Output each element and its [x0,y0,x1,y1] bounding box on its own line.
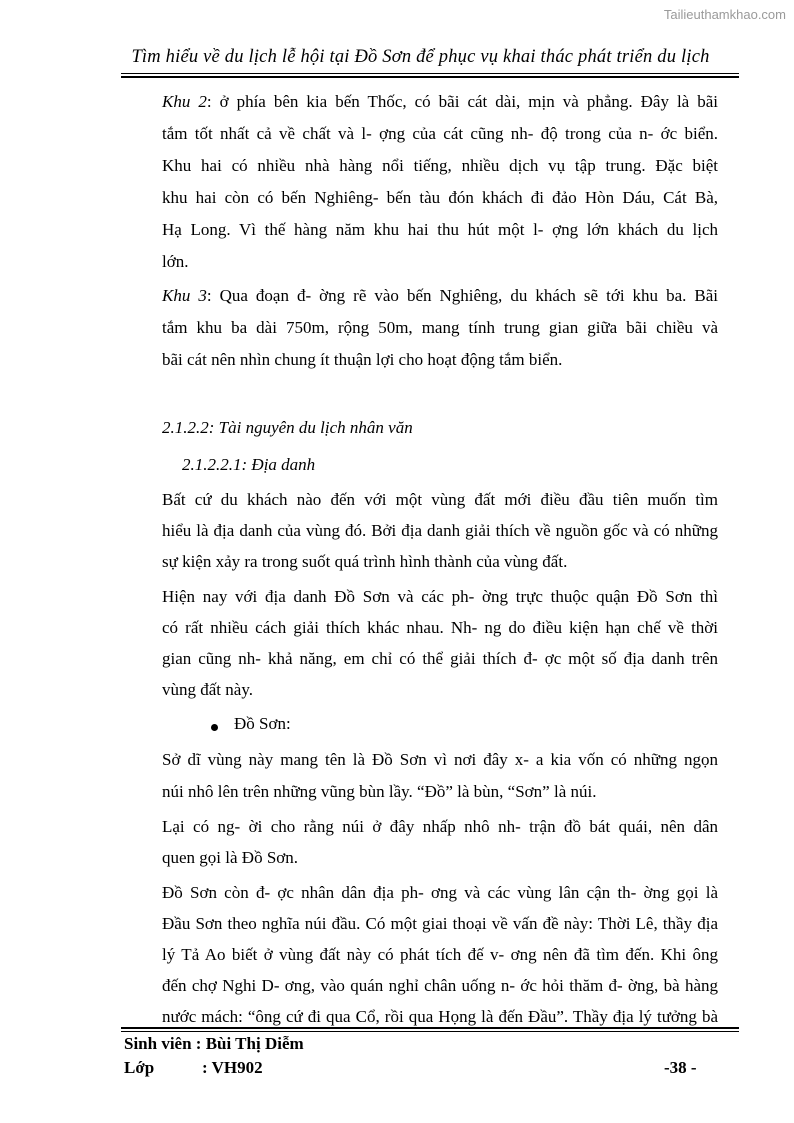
p2-line-4: vùng đất này. [162,680,253,699]
p2-line-1: Hiện nay với địa danh Đồ Sơn và các ph- ờng trực thuộc quận Đồ Sơn thì [162,587,718,606]
footer-class-value: : VH902 [202,1058,263,1077]
p2-line-3: gian cũng nh- khả năng, em chỉ có thể giải thích đ- ợc một số địa danh trên [162,649,718,668]
header-rule-thin [121,73,739,74]
khu2-line-3: Khu hai có nhiều nhà hàng nổi tiếng, nhiều dịch vụ tập trung. Đặc biệt [162,156,718,175]
p5-line-2: Đầu Sơn theo nghĩa núi đầu. Có một giai thoại về vấn đề này: Thời Lê, thầy địa [162,914,718,933]
p1-line-2: hiểu là địa danh của vùng đó. Bởi địa danh giải thích về nguồn gốc và có những [162,521,718,540]
p1-line-3: sự kiện xảy ra trong suốt quá trình hình thành của vùng đất. [162,552,568,571]
khu3-line-2: tắm khu ba dài 750m, rộng 50m, mang tính trung gian giữa bãi chiều và [162,318,718,337]
khu2-line-1: Khu 2: ở phía bên kia bến Thốc, có bãi cát dài, mịn và phẳng. Đây là bãi [162,92,718,111]
header-rule-thick [121,76,739,78]
khu2-line-6: lớn. [162,252,189,271]
khu2-label: Khu 2 [162,92,207,111]
p4-line-2: quen gọi là Đồ Sơn. [162,848,299,867]
p2-line-2: có rất nhiều cách giải thích khác nhau. Nh- ng do điều kiện hạn chế về thời [162,618,718,637]
p5-line-4: đến chợ Nghi D- ơng, vào quán nghỉ chân uống n- ớc hỏi thăm đ- ờng, bà hàng [162,976,718,995]
footer-rule-thick [121,1027,739,1029]
page-number: -38 - [664,1058,697,1077]
p1-line-1: Bất cứ du khách nào đến với một vùng đất mới điều đầu tiên muốn tìm [162,490,718,509]
p5-line-5: nước mách: “ông cứ đi qua Cổ, rồi qua Họng là đến Đầu”. Thầy địa lý tưởng bà [162,1007,718,1026]
p5-line-1: Đồ Sơn còn đ- ợc nhân dân địa ph- ơng và các vùng lân cận th- ờng gọi là [162,883,718,902]
p4-line-1: Lại có ng- ời cho rằng núi ở đây nhấp nhô nh- trận đồ bát quái, nên dân [162,817,718,836]
p3-line-1: Sở dĩ vùng này mang tên là Đồ Sơn vì nơi đây x- a kia vốn có những ngọn [162,750,718,769]
section-heading: 2.1.2.2: Tài nguyên du lịch nhân văn [162,418,413,437]
footer-class-label: Lớp [124,1058,155,1077]
subsection-heading: 2.1.2.2.1: Địa danh [182,455,316,474]
khu3-line-3: bãi cát nên nhìn chung ít thuận lợi cho hoạt động tắm biển. [162,350,563,369]
p3-line-2: núi nhô lên trên những vũng bùn lầy. “Đồ” là bùn, “Sơn” là núi. [162,782,597,801]
bullet-icon [211,724,218,731]
khu2-line-2: tắm tốt nhất cả về chất và l- ợng của cát cũng nh- độ trong của n- ớc biển. [162,124,718,143]
footer-student: Sinh viên : Bùi Thị Diễm [124,1034,304,1053]
khu2-line-5: Hạ Long. Vì thế hàng năm khu hai thu hút một l- ợng lớn khách du lịch [162,220,718,239]
watermark: Tailieuthamkhao.com [663,7,786,22]
bullet-do-son: Đồ Sơn: [234,714,291,733]
khu3-line-1: Khu 3: Qua đoạn đ- ờng rẽ vào bến Nghiêng, du khách sẽ tới khu ba. Bãi [162,286,718,305]
khu3-label: Khu 3 [162,286,207,305]
footer-rule-thin [121,1031,739,1032]
page-header-title: Tìm hiểu về du lịch lễ hội tại Đồ Sơn để phục vụ khai thác phát triển du lịch [131,47,710,67]
khu2-line-4: khu hai còn có bến Nghiêng- bến tàu đón khách đi đảo Hòn Dáu, Cát Bà, [162,188,718,207]
p5-line-3: lý Tả Ao biết ở vùng đất này có phát tích đế v- ơng nên đã tìm đến. Khi ông [162,945,718,964]
